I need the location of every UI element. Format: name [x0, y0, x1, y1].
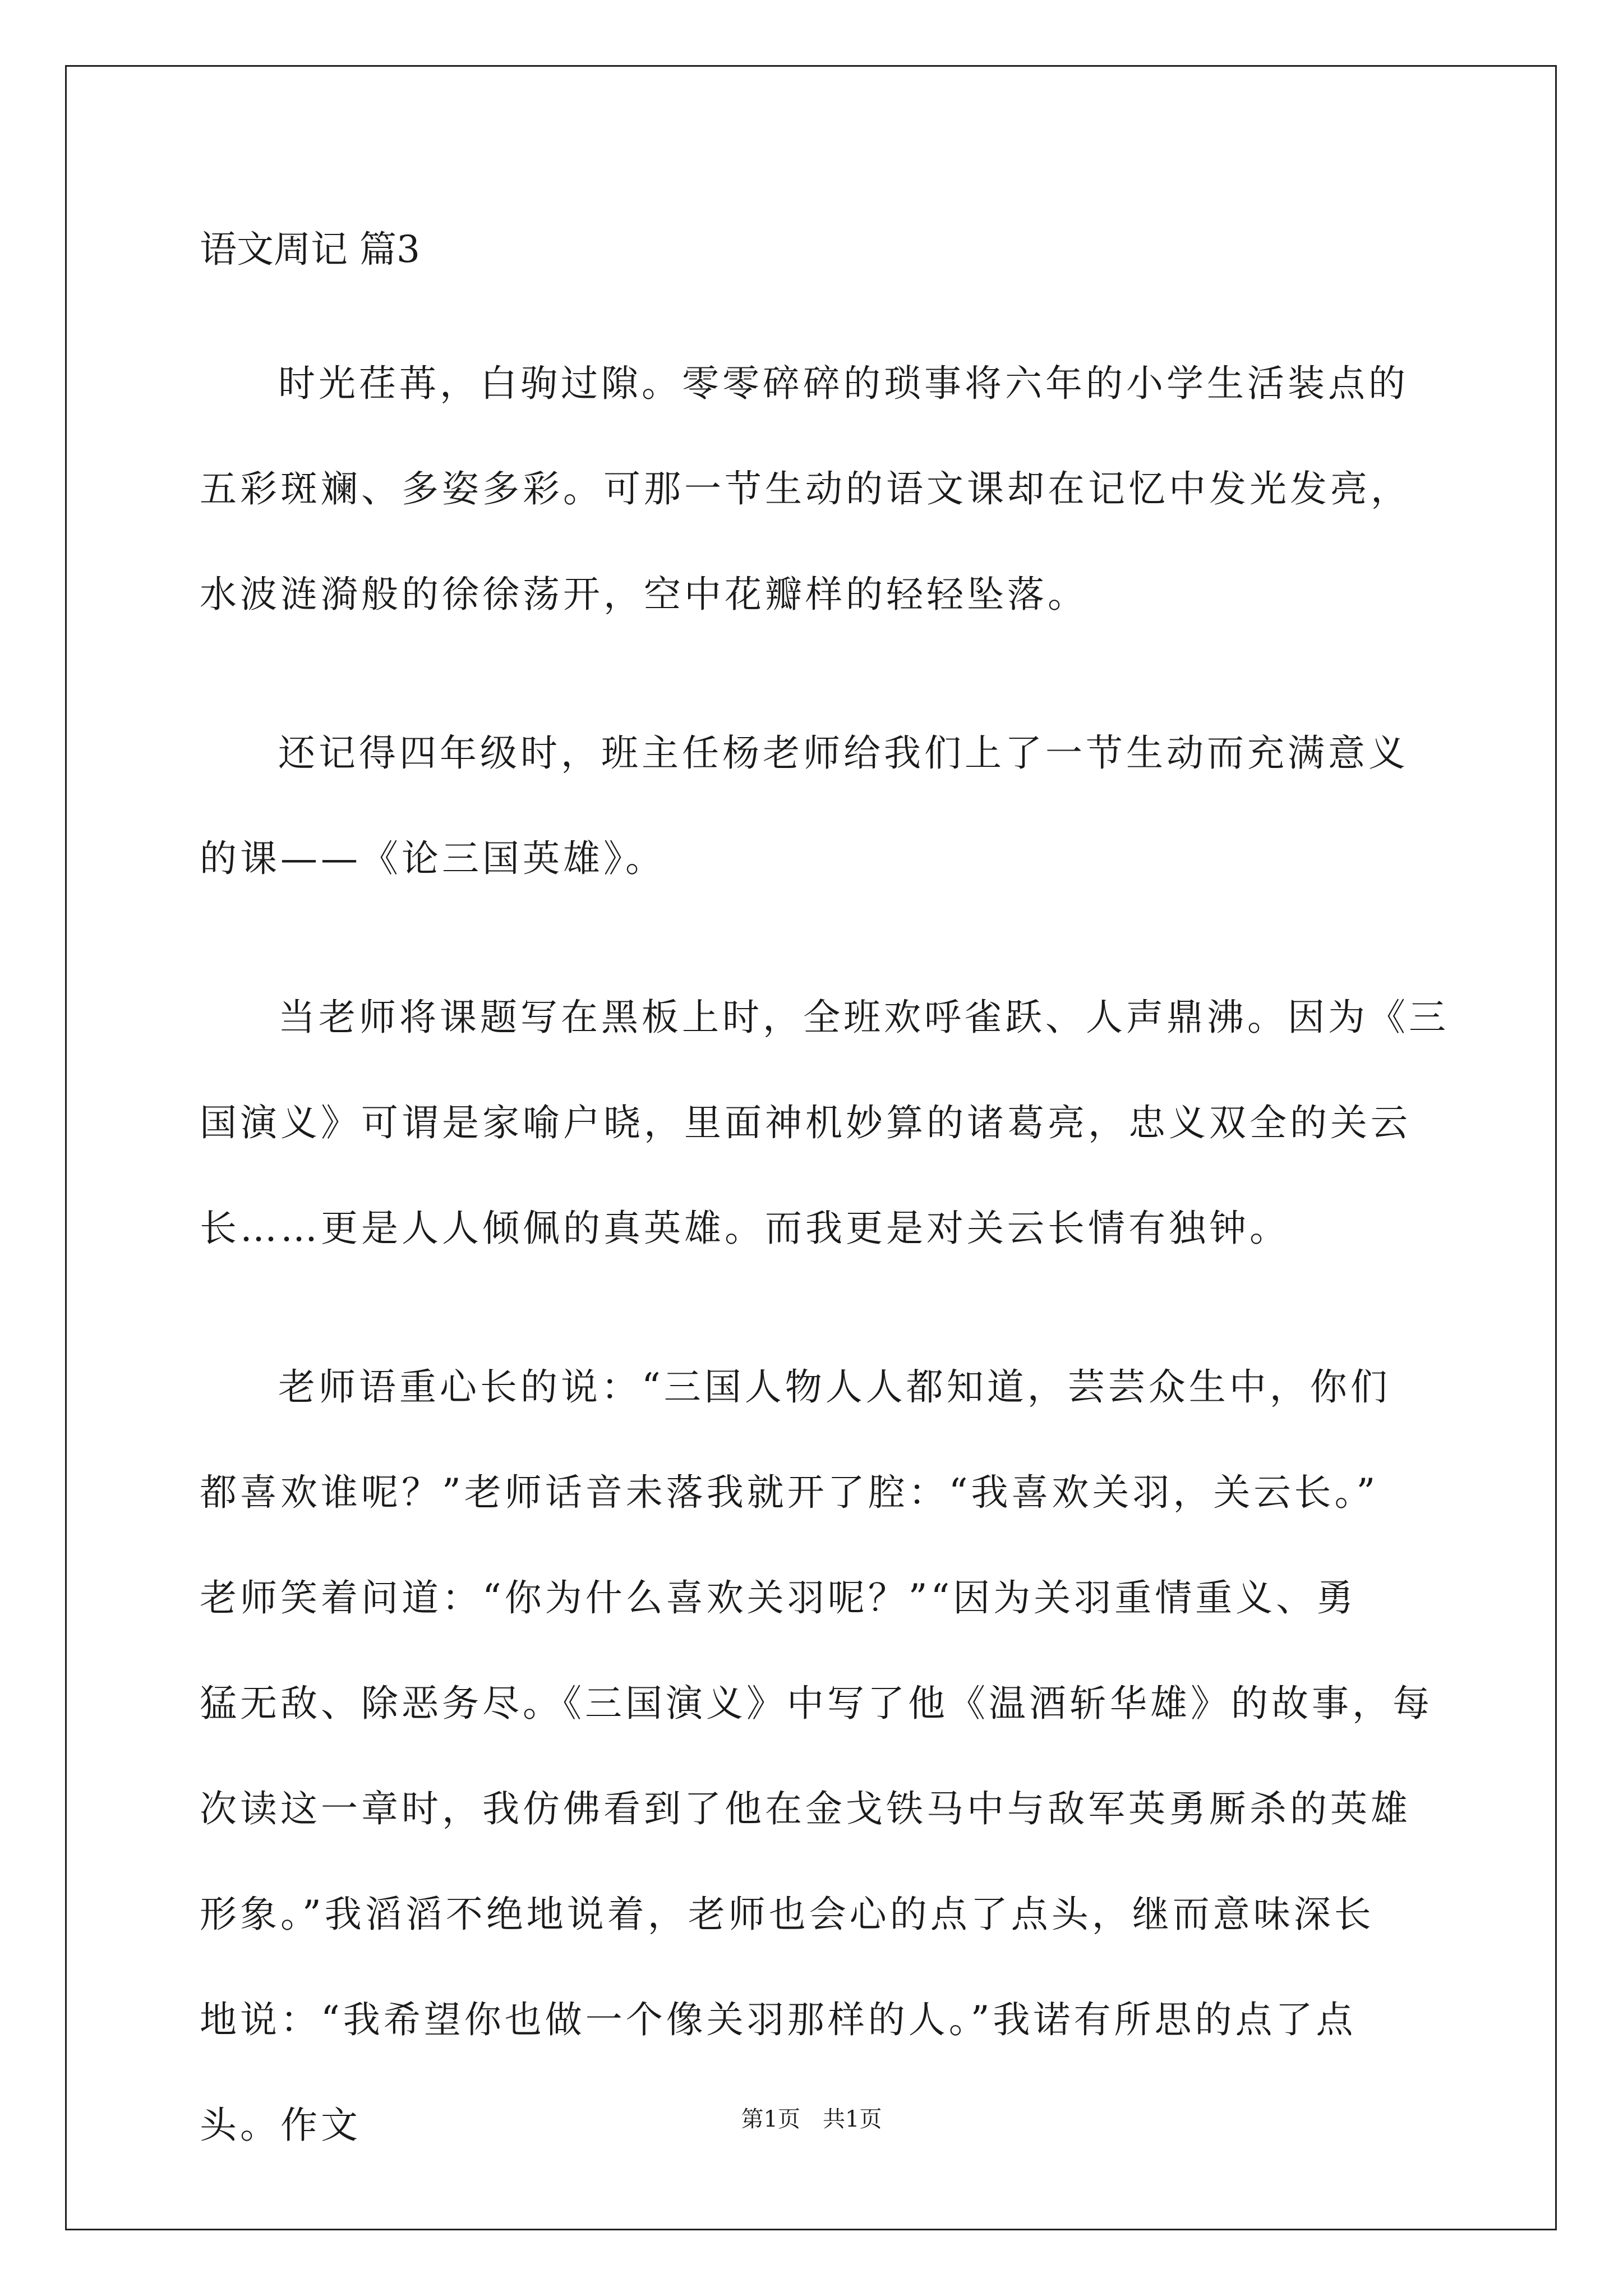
document-body [200, 331, 1449, 2231]
document-title: 语文周记 篇3 [200, 228, 420, 271]
paragraph-line: 长……更是人人倾佩的真英雄。而我更是对关云长情有独钟。 [200, 1207, 1290, 1250]
paragraph-line: 五彩斑斓、多姿多彩。可那一节生动的语文课却在记忆中发光发亮， [200, 467, 1411, 510]
paragraph-line: 猛无敌、除恶务尽。《三国演义》中写了他《温酒斩华雄》的故事，每 [200, 1682, 1433, 1725]
paragraph-3 [200, 965, 1449, 1281]
paragraph-line: 头。作文 [200, 2104, 361, 2147]
paragraph-line: 的课——《论三国英雄》。 [200, 837, 666, 880]
paragraph-line: 水波涟漪般的徐徐荡开，空中花瓣样的轻轻坠落。 [200, 573, 1088, 616]
paragraph-line: 都喜欢谁呢？”老师话音未落我就开了腔：“我喜欢关羽，关云长。” [200, 1471, 1379, 1514]
paragraph-4 [200, 1335, 1433, 2178]
paragraph-line: 国演义》可谓是家喻户晓，里面神机妙算的诸葛亮，忠义双全的关云 [200, 1101, 1411, 1144]
paragraph-line: 形象。”我滔滔不绝地说着，老师也会心的点了点头，继而意味深长 [200, 1893, 1375, 1936]
paragraph-line: 老师笑着问道：“你为什么喜欢关羽呢？”“因为关羽重情重义、勇 [200, 1576, 1357, 1619]
paragraph-line: 还记得四年级时，班主任杨老师给我们上了一节生动而充满意义 [278, 731, 1409, 775]
paragraph-line: 地说：“我希望你也做一个像关羽那样的人。”我诺有所思的点了点 [200, 1998, 1357, 2041]
paragraph-line: 时光荏苒，白驹过隙。零零碎碎的琐事将六年的小学生活装点的 [278, 362, 1409, 405]
paragraph-line: 老师语重心长的说：“三国人物人人都知道，芸芸众生中，你们 [278, 1365, 1391, 1409]
page-footer: 第1页 共1页 [741, 2106, 882, 2132]
paragraph-line: 当老师将课题写在黑板上时，全班欢呼雀跃、人声鼎沸。因为《三 [278, 996, 1449, 1039]
paragraph-line: 次读这一章时，我仿佛看到了他在金戈铁马中与敌军英勇厮杀的英雄 [200, 1787, 1411, 1830]
paragraph-1 [200, 331, 1433, 647]
paragraph-2 [200, 701, 1433, 912]
